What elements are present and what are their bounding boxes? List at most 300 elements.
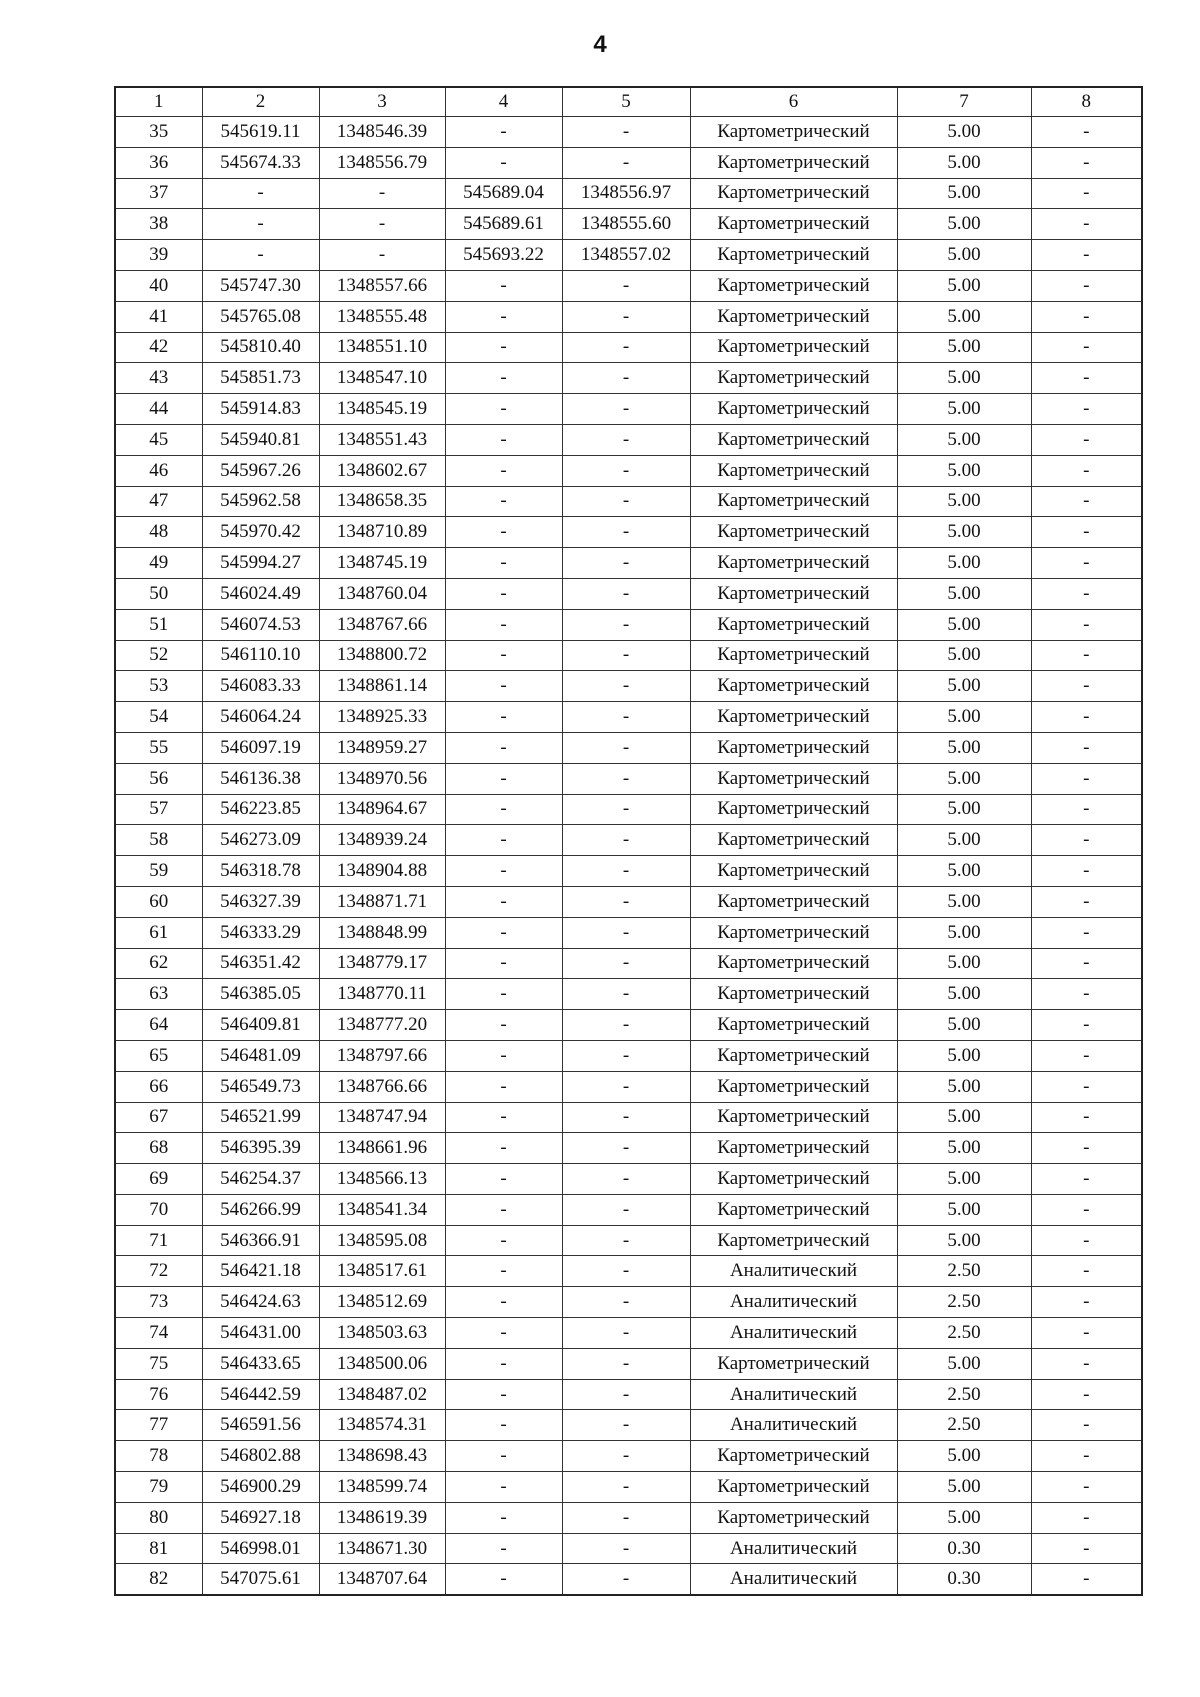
table-cell-col-3: 1348939.24 <box>319 825 445 856</box>
table-cell-col-4: - <box>445 1256 562 1287</box>
table-cell-col-8: - <box>1031 363 1142 394</box>
table-cell-col-2: 547075.61 <box>202 1564 319 1595</box>
table-cell-col-3: 1348707.64 <box>319 1564 445 1595</box>
table-cell-col-5: - <box>562 1533 690 1564</box>
table-cell-col-6: Картометрический <box>690 1225 897 1256</box>
table-cell-col-1: 54 <box>115 702 202 733</box>
table-row <box>115 1040 1142 1071</box>
table-cell-col-6: Картометрический <box>690 1133 897 1164</box>
table-cell-col-3: 1348777.20 <box>319 1010 445 1041</box>
table-cell-col-4: - <box>445 1287 562 1318</box>
table-cell-col-8: - <box>1031 763 1142 794</box>
table-cell-col-3: 1348551.43 <box>319 424 445 455</box>
table-cell-col-5: - <box>562 424 690 455</box>
table-cell-col-3: 1348500.06 <box>319 1348 445 1379</box>
table-cell-col-4: - <box>445 1410 562 1441</box>
table-cell-col-5: - <box>562 825 690 856</box>
table-cell-col-6: Аналитический <box>690 1410 897 1441</box>
table-cell-col-2: - <box>202 178 319 209</box>
table-cell-col-3: 1348566.13 <box>319 1164 445 1195</box>
table-cell-col-5: - <box>562 117 690 148</box>
table-cell-col-4: - <box>445 1071 562 1102</box>
table-cell-col-8: - <box>1031 1071 1142 1102</box>
table-cell-col-1: 51 <box>115 609 202 640</box>
column-header-2: 2 <box>202 87 319 117</box>
table-cell-col-8: - <box>1031 640 1142 671</box>
table-cell-col-4: - <box>445 1010 562 1041</box>
table-cell-col-5: - <box>562 455 690 486</box>
table-cell-col-2: 546333.29 <box>202 917 319 948</box>
table-row <box>115 1102 1142 1133</box>
table-cell-col-4: - <box>445 917 562 948</box>
table-cell-col-8: - <box>1031 1348 1142 1379</box>
table-cell-col-2: 545962.58 <box>202 486 319 517</box>
table-cell-col-2: 545851.73 <box>202 363 319 394</box>
table-row <box>115 1194 1142 1225</box>
table-row <box>115 948 1142 979</box>
table-cell-col-6: Аналитический <box>690 1564 897 1595</box>
table-cell-col-1: 71 <box>115 1225 202 1256</box>
table-row <box>115 270 1142 301</box>
table-cell-col-6: Аналитический <box>690 1533 897 1564</box>
table-row <box>115 794 1142 825</box>
table-cell-col-7: 5.00 <box>897 948 1031 979</box>
table-row <box>115 117 1142 148</box>
table-cell-col-2: 546433.65 <box>202 1348 319 1379</box>
table-cell-col-2: 546442.59 <box>202 1379 319 1410</box>
table-cell-col-2: 546591.56 <box>202 1410 319 1441</box>
table-cell-col-1: 67 <box>115 1102 202 1133</box>
table-cell-col-1: 41 <box>115 301 202 332</box>
table-row <box>115 702 1142 733</box>
table-cell-col-4: - <box>445 147 562 178</box>
table-cell-col-1: 42 <box>115 332 202 363</box>
table-cell-col-5: 1348557.02 <box>562 240 690 271</box>
table-cell-col-3: 1348556.79 <box>319 147 445 178</box>
table-cell-col-6: Картометрический <box>690 486 897 517</box>
table-row <box>115 732 1142 763</box>
table-cell-col-8: - <box>1031 856 1142 887</box>
table-cell-col-3: 1348797.66 <box>319 1040 445 1071</box>
table-cell-col-1: 68 <box>115 1133 202 1164</box>
table-cell-col-2: - <box>202 240 319 271</box>
table-cell-col-2: 546900.29 <box>202 1472 319 1503</box>
table-cell-col-4: - <box>445 1379 562 1410</box>
table-cell-col-2: 546318.78 <box>202 856 319 887</box>
table-row <box>115 424 1142 455</box>
table-cell-col-1: 44 <box>115 394 202 425</box>
table-cell-col-7: 5.00 <box>897 702 1031 733</box>
table-cell-col-6: Картометрический <box>690 609 897 640</box>
table-cell-col-2: 545810.40 <box>202 332 319 363</box>
table-cell-col-2: 546327.39 <box>202 886 319 917</box>
column-header-8: 8 <box>1031 87 1142 117</box>
table-row <box>115 301 1142 332</box>
table-cell-col-2: 545994.27 <box>202 548 319 579</box>
table-cell-col-7: 5.00 <box>897 548 1031 579</box>
table-cell-col-8: - <box>1031 394 1142 425</box>
table-cell-col-4: - <box>445 640 562 671</box>
table-cell-col-7: 5.00 <box>897 1502 1031 1533</box>
table-cell-col-5: - <box>562 1441 690 1472</box>
table-cell-col-8: - <box>1031 332 1142 363</box>
table-cell-col-3: 1348710.89 <box>319 517 445 548</box>
table-cell-col-7: 5.00 <box>897 270 1031 301</box>
table-cell-col-7: 2.50 <box>897 1287 1031 1318</box>
table-cell-col-4: - <box>445 1348 562 1379</box>
table-cell-col-3: 1348671.30 <box>319 1533 445 1564</box>
table-cell-col-2: 546097.19 <box>202 732 319 763</box>
table-cell-col-5: - <box>562 1133 690 1164</box>
table-cell-col-5: - <box>562 548 690 579</box>
table-cell-col-2: 546136.38 <box>202 763 319 794</box>
table-row <box>115 1256 1142 1287</box>
table-cell-col-4: 545689.04 <box>445 178 562 209</box>
table-cell-col-4: - <box>445 825 562 856</box>
table-cell-col-1: 49 <box>115 548 202 579</box>
table-row <box>115 1133 1142 1164</box>
table-cell-col-2: 546083.33 <box>202 671 319 702</box>
table-cell-col-7: 5.00 <box>897 1164 1031 1195</box>
table-cell-col-4: - <box>445 301 562 332</box>
table-cell-col-4: - <box>445 979 562 1010</box>
table-body <box>115 117 1142 1596</box>
table-row <box>115 1287 1142 1318</box>
table-cell-col-8: - <box>1031 1010 1142 1041</box>
table-cell-col-6: Аналитический <box>690 1287 897 1318</box>
table-cell-col-2: 546998.01 <box>202 1533 319 1564</box>
table-cell-col-4: - <box>445 856 562 887</box>
table-cell-col-4: - <box>445 455 562 486</box>
table-cell-col-1: 78 <box>115 1441 202 1472</box>
coordinates-table <box>114 86 1143 1596</box>
table-cell-col-4: - <box>445 886 562 917</box>
table-cell-col-8: - <box>1031 1102 1142 1133</box>
table-cell-col-7: 5.00 <box>897 917 1031 948</box>
table-cell-col-8: - <box>1031 1164 1142 1195</box>
table-cell-col-1: 39 <box>115 240 202 271</box>
table-cell-col-1: 63 <box>115 979 202 1010</box>
table-row <box>115 1010 1142 1041</box>
table-cell-col-7: 5.00 <box>897 209 1031 240</box>
table-cell-col-5: - <box>562 1010 690 1041</box>
table-cell-col-4: - <box>445 702 562 733</box>
table-cell-col-4: - <box>445 732 562 763</box>
table-cell-col-6: Картометрический <box>690 979 897 1010</box>
table-cell-col-5: - <box>562 517 690 548</box>
table-cell-col-3: - <box>319 209 445 240</box>
table-cell-col-7: 5.00 <box>897 1133 1031 1164</box>
table-cell-col-8: - <box>1031 1194 1142 1225</box>
table-cell-col-4: - <box>445 1040 562 1071</box>
table-cell-col-3: 1348555.48 <box>319 301 445 332</box>
table-cell-col-1: 57 <box>115 794 202 825</box>
table-cell-col-7: 5.00 <box>897 1102 1031 1133</box>
table-cell-col-4: - <box>445 1472 562 1503</box>
table-row <box>115 1071 1142 1102</box>
table-cell-col-1: 40 <box>115 270 202 301</box>
table-cell-col-3: 1348698.43 <box>319 1441 445 1472</box>
table-cell-col-6: Картометрический <box>690 117 897 148</box>
table-cell-col-3: 1348546.39 <box>319 117 445 148</box>
table-row <box>115 1225 1142 1256</box>
table-cell-col-2: 545970.42 <box>202 517 319 548</box>
table-row <box>115 178 1142 209</box>
table-cell-col-8: - <box>1031 794 1142 825</box>
table-cell-col-3: 1348658.35 <box>319 486 445 517</box>
table-cell-col-5: - <box>562 1502 690 1533</box>
table-cell-col-1: 35 <box>115 117 202 148</box>
table-cell-col-7: 5.00 <box>897 394 1031 425</box>
table-cell-col-5: - <box>562 270 690 301</box>
table-row <box>115 486 1142 517</box>
table-cell-col-6: Картометрический <box>690 825 897 856</box>
table-cell-col-7: 5.00 <box>897 979 1031 1010</box>
table-cell-col-4: - <box>445 1225 562 1256</box>
table-cell-col-3: 1348517.61 <box>319 1256 445 1287</box>
table-cell-col-6: Картометрический <box>690 455 897 486</box>
table-cell-col-2: 546273.09 <box>202 825 319 856</box>
table-cell-col-1: 52 <box>115 640 202 671</box>
table-cell-col-1: 73 <box>115 1287 202 1318</box>
table-cell-col-1: 70 <box>115 1194 202 1225</box>
table-cell-col-3: 1348602.67 <box>319 455 445 486</box>
table-cell-col-1: 75 <box>115 1348 202 1379</box>
table-cell-col-1: 82 <box>115 1564 202 1595</box>
table-cell-col-2: 546064.24 <box>202 702 319 733</box>
table-cell-col-1: 81 <box>115 1533 202 1564</box>
table-cell-col-5: - <box>562 1348 690 1379</box>
table-cell-col-3: 1348599.74 <box>319 1472 445 1503</box>
table-cell-col-7: 5.00 <box>897 1194 1031 1225</box>
table-row <box>115 1533 1142 1564</box>
table-row <box>115 1164 1142 1195</box>
table-cell-col-7: 5.00 <box>897 455 1031 486</box>
table-cell-col-4: - <box>445 609 562 640</box>
table-cell-col-5: - <box>562 732 690 763</box>
table-row <box>115 1441 1142 1472</box>
table-cell-col-6: Картометрический <box>690 1164 897 1195</box>
table-cell-col-8: - <box>1031 671 1142 702</box>
table-cell-col-7: 0.30 <box>897 1533 1031 1564</box>
table-cell-col-4: 545693.22 <box>445 240 562 271</box>
table-cell-col-2: 546351.42 <box>202 948 319 979</box>
table-cell-col-2: 546024.49 <box>202 578 319 609</box>
table-row <box>115 578 1142 609</box>
table-cell-col-6: Аналитический <box>690 1379 897 1410</box>
table-cell-col-1: 53 <box>115 671 202 702</box>
table-cell-col-8: - <box>1031 117 1142 148</box>
table-cell-col-5: - <box>562 979 690 1010</box>
table-cell-col-7: 5.00 <box>897 609 1031 640</box>
table-cell-col-2: 545940.81 <box>202 424 319 455</box>
table-cell-col-4: - <box>445 1194 562 1225</box>
table-cell-col-6: Картометрический <box>690 578 897 609</box>
table-cell-col-4: - <box>445 1502 562 1533</box>
table-cell-col-5: - <box>562 609 690 640</box>
table-cell-col-5: - <box>562 917 690 948</box>
table-row <box>115 1502 1142 1533</box>
table-cell-col-1: 58 <box>115 825 202 856</box>
table-cell-col-2: 546549.73 <box>202 1071 319 1102</box>
table-cell-col-5: - <box>562 1102 690 1133</box>
table-cell-col-6: Картометрический <box>690 640 897 671</box>
table-cell-col-7: 5.00 <box>897 1441 1031 1472</box>
table-cell-col-6: Картометрический <box>690 794 897 825</box>
table-cell-col-8: - <box>1031 455 1142 486</box>
table-cell-col-6: Картометрический <box>690 1502 897 1533</box>
table-row <box>115 363 1142 394</box>
table-cell-col-5: - <box>562 702 690 733</box>
table-cell-col-4: - <box>445 363 562 394</box>
table-cell-col-5: - <box>562 301 690 332</box>
table-cell-col-8: - <box>1031 825 1142 856</box>
table-cell-col-5: - <box>562 1564 690 1595</box>
table-cell-col-4: - <box>445 424 562 455</box>
table-cell-col-7: 5.00 <box>897 301 1031 332</box>
table-cell-col-3: 1348800.72 <box>319 640 445 671</box>
table-cell-col-8: - <box>1031 1379 1142 1410</box>
table-row <box>115 917 1142 948</box>
table-cell-col-7: 0.30 <box>897 1564 1031 1595</box>
table-cell-col-2: 546385.05 <box>202 979 319 1010</box>
table-cell-col-3: 1348904.88 <box>319 856 445 887</box>
table-cell-col-6: Картометрический <box>690 394 897 425</box>
table-cell-col-6: Картометрический <box>690 517 897 548</box>
table-cell-col-3: 1348767.66 <box>319 609 445 640</box>
table-cell-col-8: - <box>1031 270 1142 301</box>
column-header-1: 1 <box>115 87 202 117</box>
table-cell-col-2: 546927.18 <box>202 1502 319 1533</box>
table-cell-col-5: - <box>562 1287 690 1318</box>
table-cell-col-8: - <box>1031 517 1142 548</box>
table-cell-col-3: 1348487.02 <box>319 1379 445 1410</box>
table-cell-col-1: 66 <box>115 1071 202 1102</box>
table-cell-col-8: - <box>1031 178 1142 209</box>
table-cell-col-5: - <box>562 856 690 887</box>
table-cell-col-5: - <box>562 1164 690 1195</box>
column-header-4: 4 <box>445 87 562 117</box>
table-cell-col-5: - <box>562 147 690 178</box>
table-row <box>115 240 1142 271</box>
table-cell-col-7: 5.00 <box>897 178 1031 209</box>
table-cell-col-8: - <box>1031 979 1142 1010</box>
table-row <box>115 609 1142 640</box>
table-cell-col-4: - <box>445 794 562 825</box>
column-header-7: 7 <box>897 87 1031 117</box>
table-cell-col-6: Картометрический <box>690 1472 897 1503</box>
table-cell-col-3: 1348661.96 <box>319 1133 445 1164</box>
table-cell-col-8: - <box>1031 209 1142 240</box>
table-cell-col-5: - <box>562 886 690 917</box>
table-cell-col-7: 2.50 <box>897 1318 1031 1349</box>
table-cell-col-6: Аналитический <box>690 1256 897 1287</box>
table-cell-col-5: - <box>562 486 690 517</box>
table-cell-col-2: 546366.91 <box>202 1225 319 1256</box>
table-cell-col-5: - <box>562 671 690 702</box>
table-cell-col-6: Картометрический <box>690 301 897 332</box>
table-cell-col-8: - <box>1031 301 1142 332</box>
table-cell-col-6: Картометрический <box>690 732 897 763</box>
table-cell-col-4: - <box>445 763 562 794</box>
table-cell-col-8: - <box>1031 609 1142 640</box>
table-cell-col-5: - <box>562 1472 690 1503</box>
table-cell-col-7: 5.00 <box>897 1040 1031 1071</box>
table-cell-col-6: Картометрический <box>690 702 897 733</box>
table-cell-col-2: 546395.39 <box>202 1133 319 1164</box>
table-cell-col-8: - <box>1031 1410 1142 1441</box>
table-cell-col-4: - <box>445 517 562 548</box>
table-cell-col-3: 1348574.31 <box>319 1410 445 1441</box>
table-cell-col-1: 43 <box>115 363 202 394</box>
table-cell-col-8: - <box>1031 240 1142 271</box>
table-cell-col-6: Картометрический <box>690 1071 897 1102</box>
table-row <box>115 640 1142 671</box>
table-cell-col-7: 2.50 <box>897 1256 1031 1287</box>
table-cell-col-5: - <box>562 332 690 363</box>
table-cell-col-4: - <box>445 1102 562 1133</box>
table-cell-col-3: 1348779.17 <box>319 948 445 979</box>
table-cell-col-6: Картометрический <box>690 948 897 979</box>
table-cell-col-2: 546424.63 <box>202 1287 319 1318</box>
table-cell-col-3: 1348619.39 <box>319 1502 445 1533</box>
table-cell-col-4: - <box>445 1533 562 1564</box>
table-cell-col-2: 546254.37 <box>202 1164 319 1195</box>
table-cell-col-7: 5.00 <box>897 886 1031 917</box>
table-cell-col-4: - <box>445 948 562 979</box>
table-cell-col-8: - <box>1031 1133 1142 1164</box>
table-cell-col-3: 1348766.66 <box>319 1071 445 1102</box>
table-cell-col-2: 545967.26 <box>202 455 319 486</box>
table-cell-col-3: 1348861.14 <box>319 671 445 702</box>
table-cell-col-6: Картометрический <box>690 548 897 579</box>
table-cell-col-7: 2.50 <box>897 1379 1031 1410</box>
table-cell-col-7: 5.00 <box>897 1010 1031 1041</box>
table-cell-col-5: - <box>562 1256 690 1287</box>
table-cell-col-3: 1348503.63 <box>319 1318 445 1349</box>
table-row <box>115 455 1142 486</box>
table-row <box>115 1318 1142 1349</box>
table-cell-col-1: 36 <box>115 147 202 178</box>
table-cell-col-2: 546074.53 <box>202 609 319 640</box>
table-cell-col-2: 545747.30 <box>202 270 319 301</box>
table-cell-col-4: - <box>445 394 562 425</box>
table-cell-col-7: 5.00 <box>897 732 1031 763</box>
table-cell-col-1: 61 <box>115 917 202 948</box>
table-cell-col-6: Картометрический <box>690 270 897 301</box>
table-cell-col-5: - <box>562 794 690 825</box>
table-cell-col-3: 1348970.56 <box>319 763 445 794</box>
table-cell-col-8: - <box>1031 1441 1142 1472</box>
table-cell-col-7: 2.50 <box>897 1410 1031 1441</box>
table-row <box>115 147 1142 178</box>
table-cell-col-5: - <box>562 948 690 979</box>
table-cell-col-1: 64 <box>115 1010 202 1041</box>
table-cell-col-3: 1348747.94 <box>319 1102 445 1133</box>
table-cell-col-8: - <box>1031 917 1142 948</box>
table-cell-col-6: Картометрический <box>690 1010 897 1041</box>
table-cell-col-5: - <box>562 394 690 425</box>
table-cell-col-5: - <box>562 1040 690 1071</box>
table-cell-col-6: Картометрический <box>690 1102 897 1133</box>
table-cell-col-4: - <box>445 548 562 579</box>
table-cell-col-5: - <box>562 363 690 394</box>
table-cell-col-7: 5.00 <box>897 1472 1031 1503</box>
table-cell-col-3: 1348547.10 <box>319 363 445 394</box>
table-cell-col-3: 1348545.19 <box>319 394 445 425</box>
table-cell-col-3: 1348541.34 <box>319 1194 445 1225</box>
table-row <box>115 763 1142 794</box>
